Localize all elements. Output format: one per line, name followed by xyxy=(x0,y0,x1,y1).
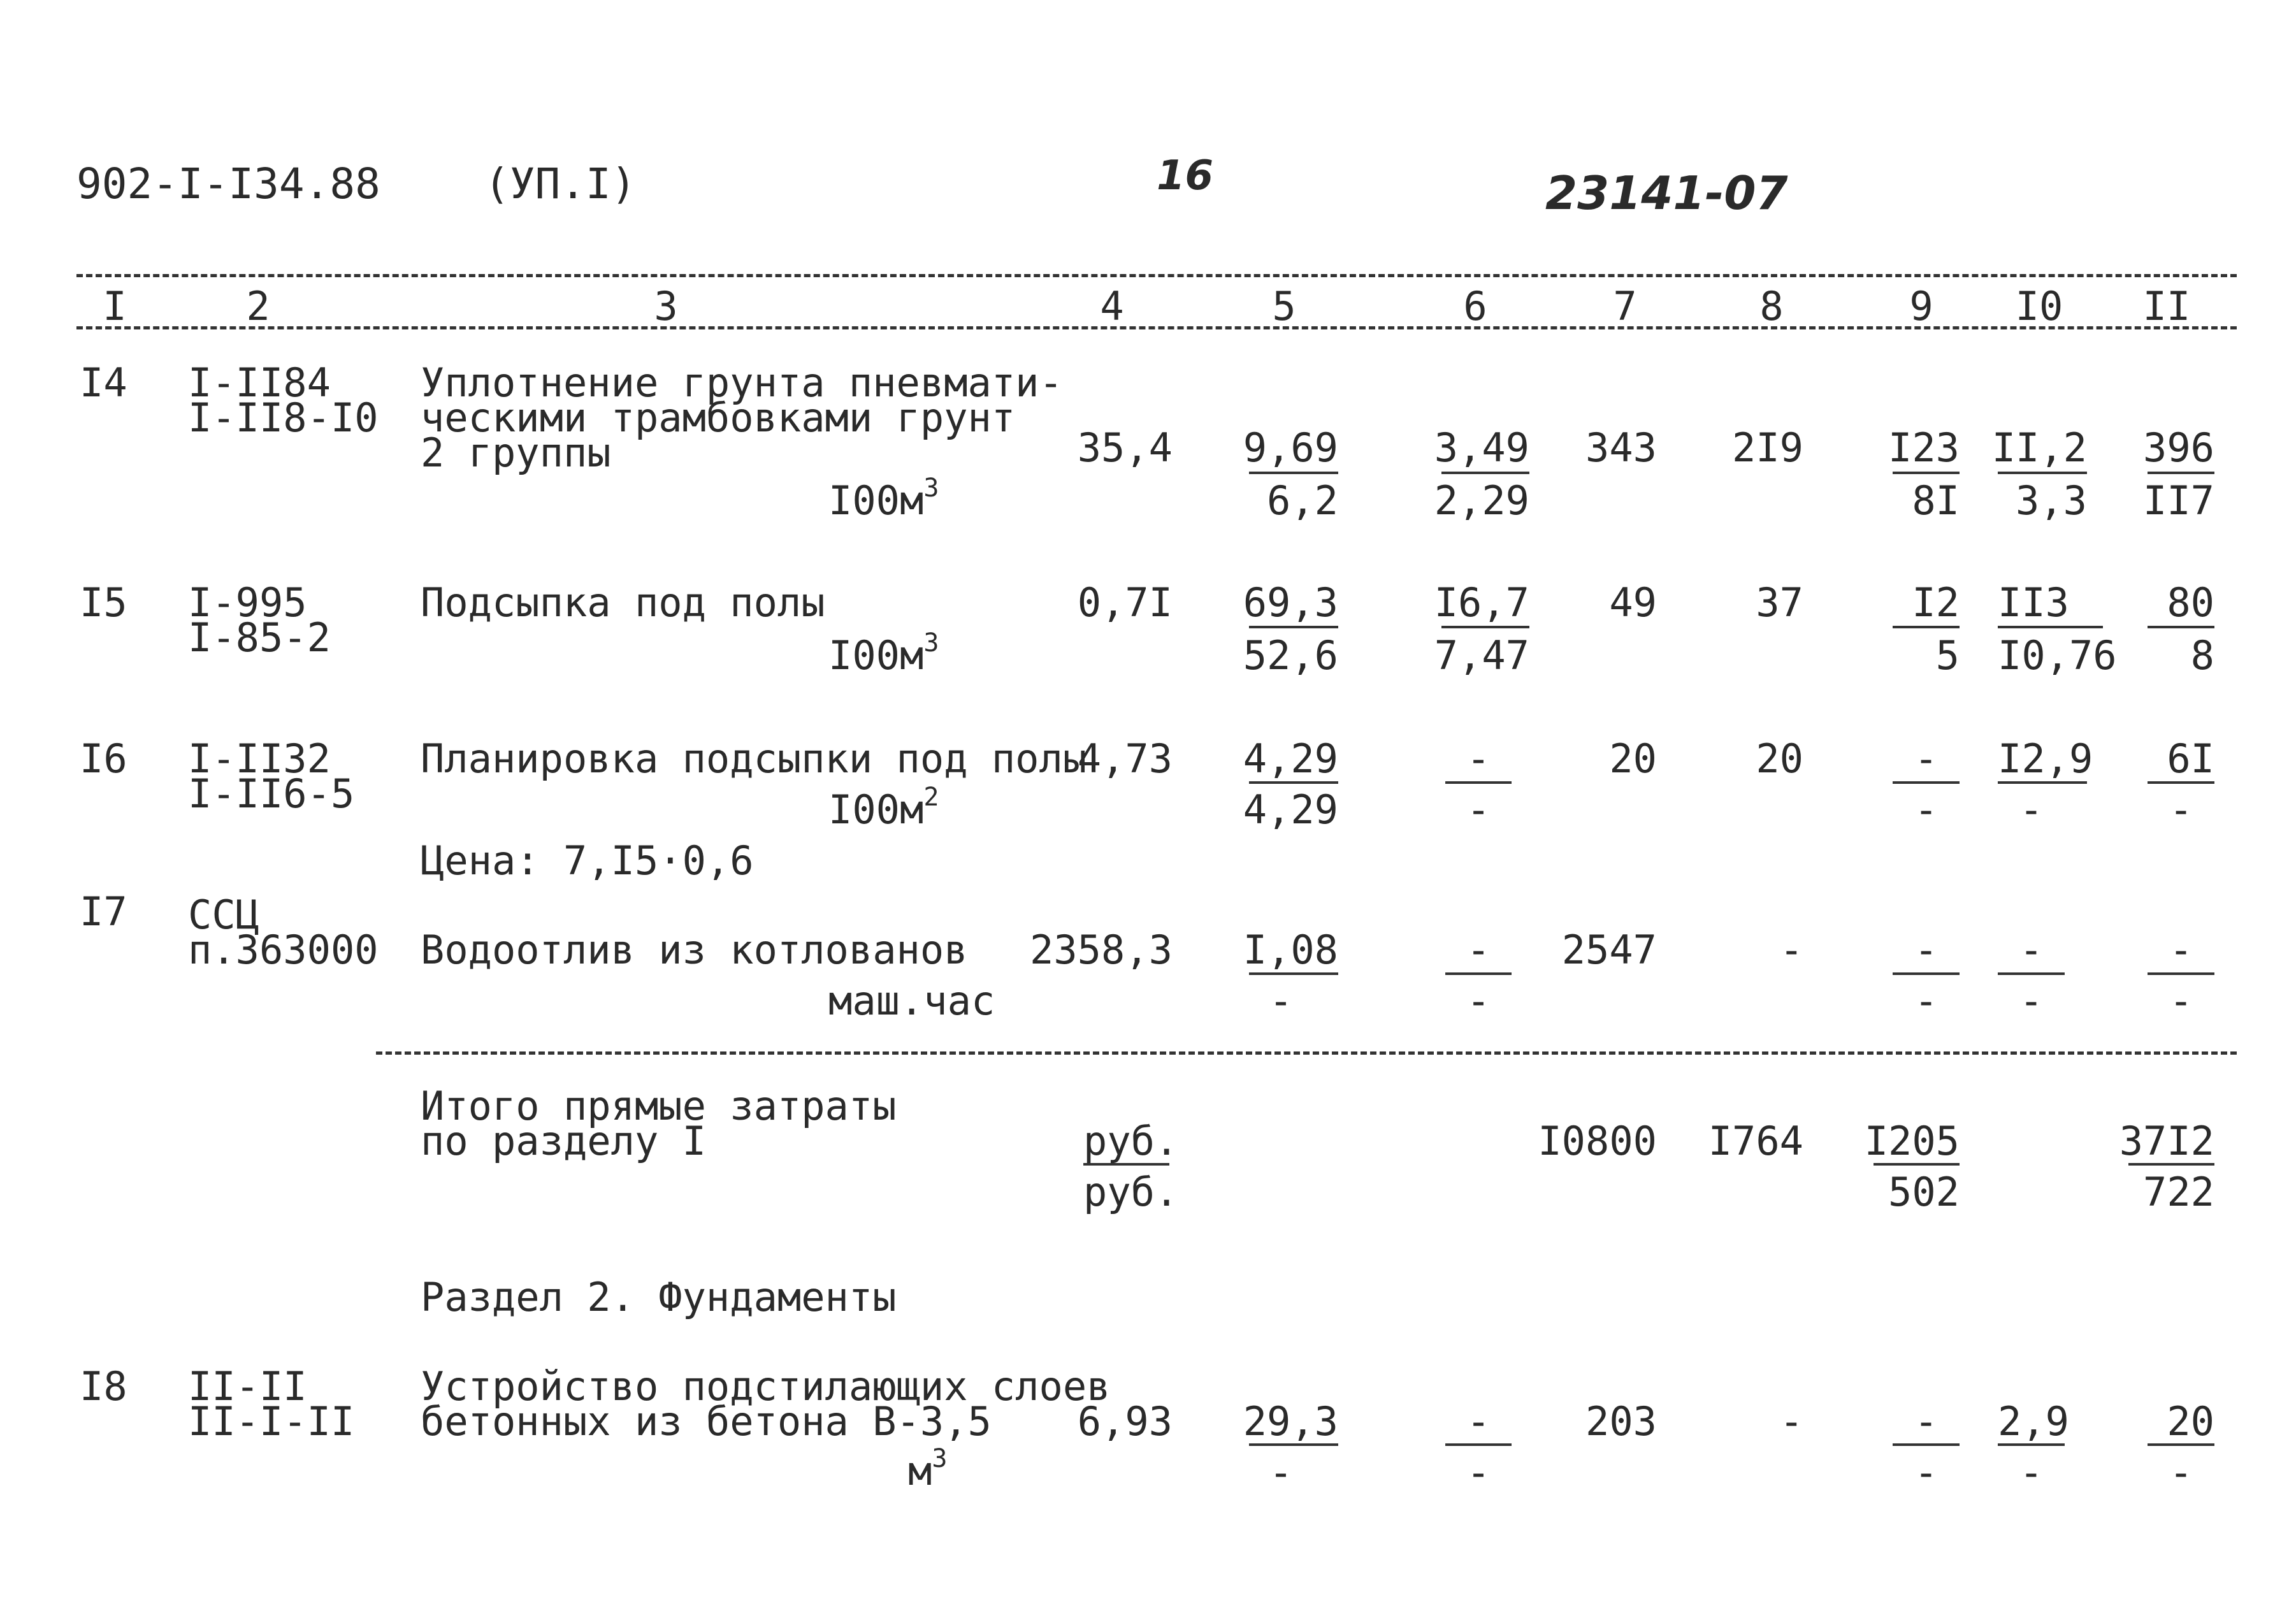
cell-11-bottom: - xyxy=(2169,978,2193,1024)
cell-8: 37 xyxy=(1756,579,1803,626)
total-unit-top: руб. xyxy=(1083,1118,1179,1164)
column-header-1: I xyxy=(103,283,127,329)
row-code: I-II84 xyxy=(188,359,331,406)
total-cell-9-top: I205 xyxy=(1864,1118,1960,1164)
column-header-3: 3 xyxy=(654,283,678,329)
cell-10-top: II3 xyxy=(1998,579,2069,626)
row-code: II-I-II xyxy=(188,1398,355,1445)
column-header-8: 8 xyxy=(1759,283,1784,329)
cell-10-bottom: - xyxy=(2019,978,2044,1024)
row-number: I5 xyxy=(80,579,127,626)
row-code: ССЦ xyxy=(188,892,259,938)
row-code: I-II8-I0 xyxy=(188,394,379,441)
cell-9-bottom: 8I xyxy=(1912,477,1960,524)
row-number: I7 xyxy=(80,888,127,935)
cell-11-top: 6I xyxy=(2167,735,2214,782)
row-description: Подсыпка под полы xyxy=(421,579,825,626)
total-cell-8: I764 xyxy=(1708,1118,1803,1164)
cell-7: 49 xyxy=(1609,579,1657,626)
cell-9-bottom: 5 xyxy=(1935,632,1960,679)
cell-7: 203 xyxy=(1585,1398,1657,1445)
row-code: I-II6-5 xyxy=(188,770,355,817)
cell-6-bottom: 7,47 xyxy=(1434,632,1529,679)
row-description: ческими трамбовками грунт xyxy=(421,394,1016,441)
row-unit: $I00м^2$ xyxy=(828,783,939,833)
total-cell-9-bottom: 502 xyxy=(1888,1169,1960,1215)
cell-10-bottom: I0,76 xyxy=(1998,632,2117,679)
row-unit: $I00м^3$ xyxy=(828,473,939,524)
column-header-9: 9 xyxy=(1909,283,1933,329)
cell-9-bottom: - xyxy=(1914,1449,1939,1496)
cell-7: 2547 xyxy=(1561,927,1657,973)
cell-5-bottom: 4,29 xyxy=(1243,786,1338,833)
row-description: Водоотлив из котлованов xyxy=(421,927,968,973)
total-cell-11-bottom: 722 xyxy=(2143,1169,2214,1215)
row-code: п.363000 xyxy=(188,927,379,973)
cell-11-bottom: - xyxy=(2169,786,2193,833)
cell-11-bottom: II7 xyxy=(2143,477,2214,524)
cell-10-bottom: 3,3 xyxy=(2016,477,2087,524)
cell-10-top: II,2 xyxy=(1991,424,2087,471)
cell-11-top: 396 xyxy=(2143,424,2214,471)
cell-7: 343 xyxy=(1585,424,1657,471)
cell-5-top: 4,29 xyxy=(1243,735,1338,782)
cell-10-bottom: - xyxy=(2019,786,2044,833)
row-description: Устройство подстилающих слоев xyxy=(421,1363,1111,1410)
row-unit: маш.час xyxy=(828,978,995,1024)
cell-6-top: - xyxy=(1466,735,1491,782)
cell-6-top: - xyxy=(1466,1398,1491,1445)
cell-7: 20 xyxy=(1609,735,1657,782)
column-header-2: 2 xyxy=(246,283,270,329)
column-header-10: I0 xyxy=(2015,283,2063,329)
cell-8: 2I9 xyxy=(1732,424,1803,471)
cell-6-bottom: - xyxy=(1466,978,1491,1024)
row-quantity: 35,4 xyxy=(1077,424,1173,471)
cell-9-top: - xyxy=(1914,1398,1939,1445)
row-quantity: 2358,3 xyxy=(1030,927,1173,973)
total-unit-bottom: руб. xyxy=(1083,1169,1179,1215)
cell-10-top: I2,9 xyxy=(1998,735,2093,782)
cell-6-bottom: - xyxy=(1466,786,1491,833)
cell-5-bottom: - xyxy=(1269,978,1293,1024)
totals-rule xyxy=(376,1051,2237,1055)
volume-label: (УП.I) xyxy=(484,159,637,208)
cell-10-top: 2,9 xyxy=(1998,1398,2069,1445)
cell-10-top: - xyxy=(2019,927,2044,973)
row-code: I-II32 xyxy=(188,735,331,782)
cell-9-top: I2 xyxy=(1912,579,1960,626)
cell-5-top: I,08 xyxy=(1243,927,1338,973)
row-unit: $м^3$ xyxy=(908,1444,948,1494)
cell-8: 20 xyxy=(1756,735,1803,782)
cell-5-bottom: - xyxy=(1269,1449,1293,1496)
row-quantity: 4,73 xyxy=(1077,735,1173,782)
cell-6-bottom: 2,29 xyxy=(1434,477,1529,524)
row-number: I6 xyxy=(80,735,127,782)
section-title: Раздел 2. Фундаменты xyxy=(421,1274,897,1320)
cell-9-top: I23 xyxy=(1888,424,1960,471)
column-header-5: 5 xyxy=(1272,283,1296,329)
row-number: I8 xyxy=(80,1363,127,1410)
cell-5-bottom: 6,2 xyxy=(1267,477,1338,524)
cell-9-top: - xyxy=(1914,735,1939,782)
cell-11-bottom: 8 xyxy=(2190,632,2214,679)
row-code: I-85-2 xyxy=(188,614,331,661)
price-note: Цена: 7,I5·0,6 xyxy=(421,837,754,884)
cell-11-top: 20 xyxy=(2167,1398,2214,1445)
cell-9-top: - xyxy=(1914,927,1939,973)
document-code: 902-I-I34.88 xyxy=(76,159,380,208)
row-quantity: 0,7I xyxy=(1077,579,1173,626)
row-quantity: 6,93 xyxy=(1077,1398,1173,1445)
cell-11-bottom: - xyxy=(2169,1449,2193,1496)
stamp-number: 23141-07 xyxy=(1545,166,1788,220)
column-header-7: 7 xyxy=(1613,283,1637,329)
row-number: I4 xyxy=(80,359,127,406)
cell-8: - xyxy=(1779,1398,1803,1445)
total-cell-7: I0800 xyxy=(1538,1118,1657,1164)
cell-6-bottom: - xyxy=(1466,1449,1491,1496)
column-header-11: II xyxy=(2142,283,2191,329)
row-description: Планировка подсыпки под полы xyxy=(421,735,1087,782)
cell-6-top: - xyxy=(1466,927,1491,973)
cell-10-bottom: - xyxy=(2019,1449,2044,1496)
cell-11-top: - xyxy=(2169,927,2193,973)
row-code: II-II xyxy=(188,1363,307,1410)
cell-6-top: I6,7 xyxy=(1434,579,1529,626)
column-header-6: 6 xyxy=(1463,283,1487,329)
page-number: 16 xyxy=(1157,152,1214,199)
total-label: по разделу I xyxy=(421,1118,706,1164)
cell-9-bottom: - xyxy=(1914,786,1939,833)
total-cell-11-top: 37I2 xyxy=(2119,1118,2214,1164)
row-description: 2 группы xyxy=(421,430,611,476)
row-code: I-995 xyxy=(188,579,307,626)
row-description: бетонных из бетона В-3,5 xyxy=(421,1398,992,1445)
cell-9-bottom: - xyxy=(1914,978,1939,1024)
cell-8: - xyxy=(1779,927,1803,973)
row-unit: $I00м^3$ xyxy=(828,628,939,679)
total-label: Итого прямые затраты xyxy=(421,1083,897,1129)
cell-6-top: 3,49 xyxy=(1434,424,1529,471)
cell-5-top: 9,69 xyxy=(1243,424,1338,471)
table-top-rule xyxy=(76,274,2237,277)
cell-5-top: 29,3 xyxy=(1243,1398,1338,1445)
cell-5-top: 69,3 xyxy=(1243,579,1338,626)
row-description: Уплотнение грунта пневмати- xyxy=(421,359,1063,406)
cell-5-bottom: 52,6 xyxy=(1243,632,1338,679)
column-header-4: 4 xyxy=(1100,283,1124,329)
cell-11-top: 80 xyxy=(2167,579,2214,626)
